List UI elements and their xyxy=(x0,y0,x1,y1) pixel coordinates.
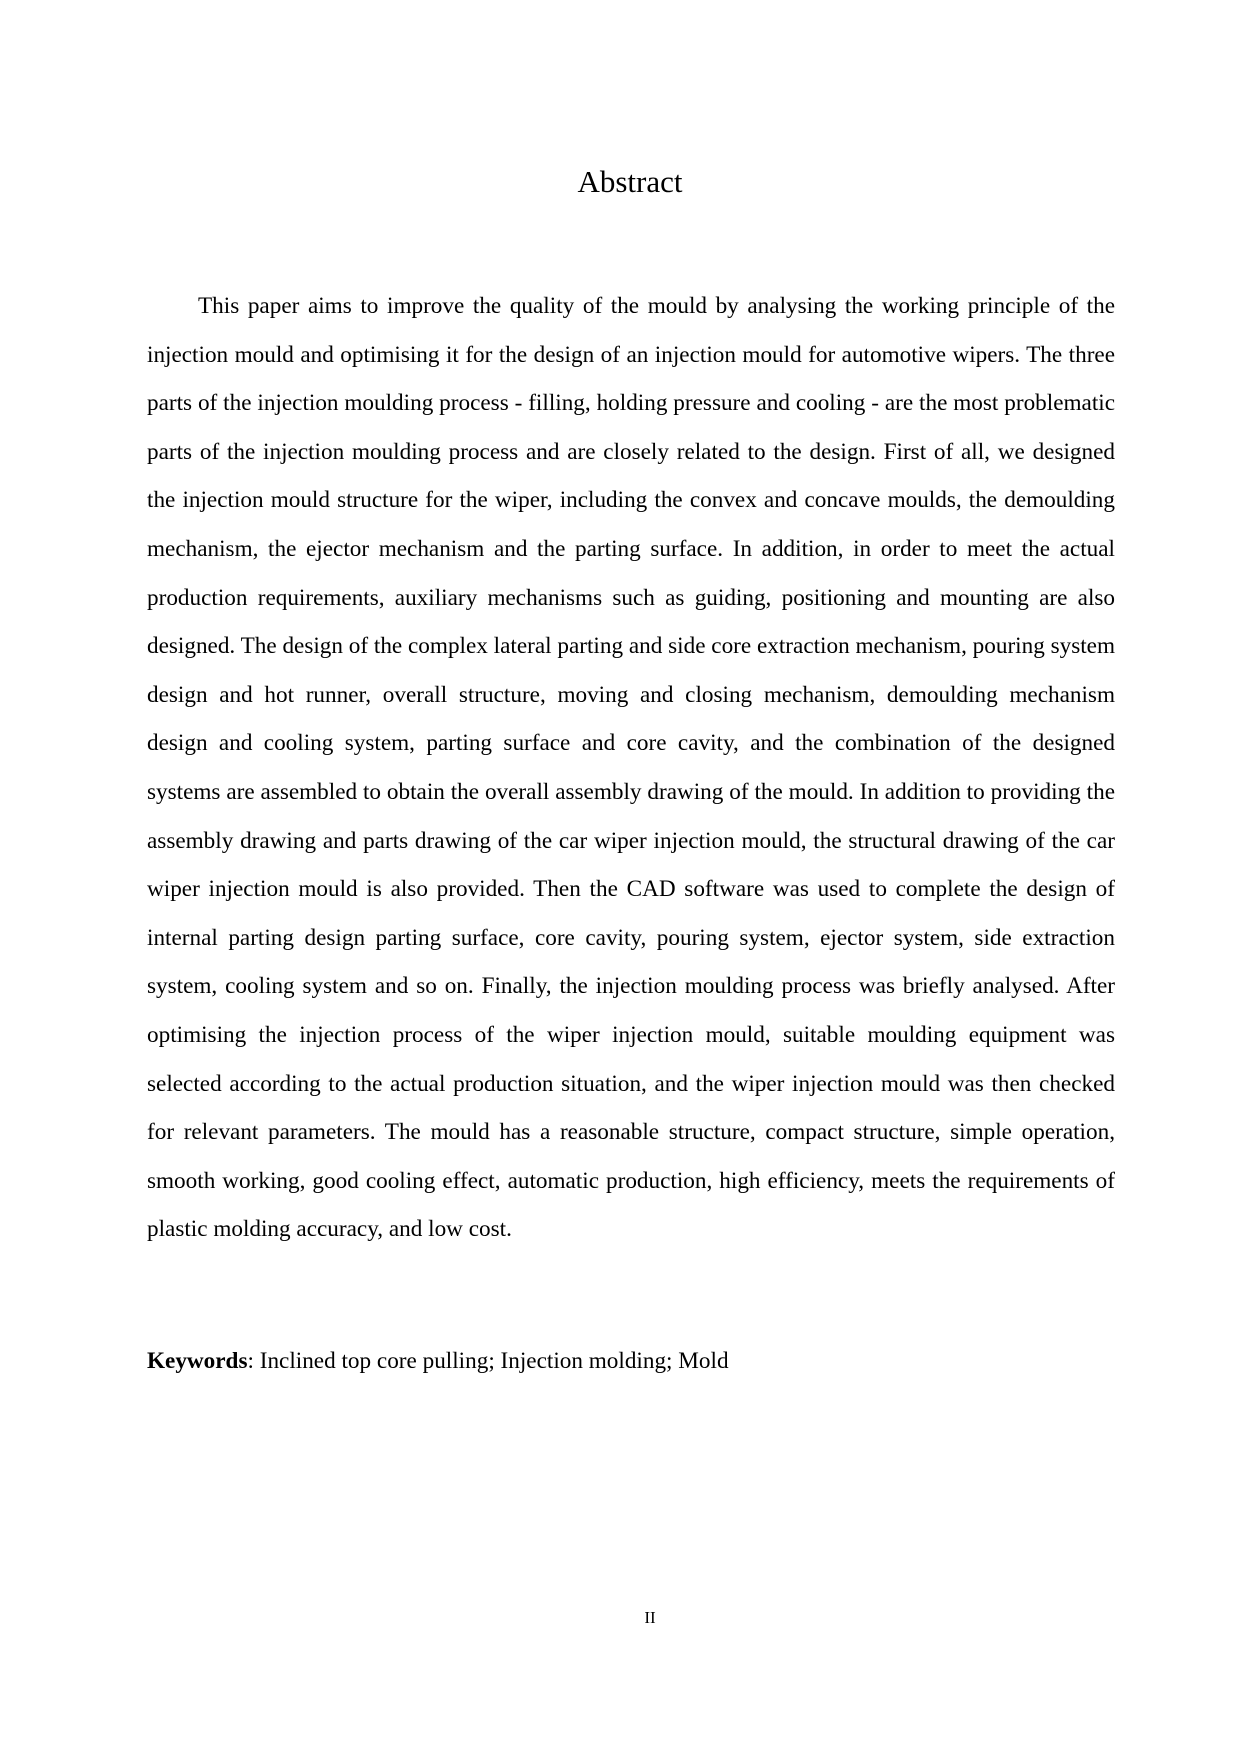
page-title: Abstract xyxy=(577,164,683,199)
abstract-paragraph: This paper aims to improve the quality of the mould by analysing the working principle of the injection mould and optimising it for the design of an injection mould for automotive wipers. The three parts of the injection moulding process - filling, holding pressure and cooling - are the most problematic parts of the injection moulding process and are closely related to the design. First of all, we designed the injection mould structure for the wiper, including the convex and concave moulds, the demoulding mechanism, the ejector mechanism and the parting surface. In addition, in order to meet the actual production requirements, auxiliary mechanisms such as guiding, positioning and mounting are also designed. The design of the complex lateral parting and side core extraction mechanism, pouring system design and hot runner, overall structure, moving and closing mechanism, demoulding mechanism design and cooling system, parting surface and core cavity, and the combination of the designed systems are assembled to obtain the overall assembly drawing of the mould. In addition to providing the assembly drawing and parts drawing of the car wiper injection mould, the structural drawing of the car wiper injection mould is also provided. Then the CAD software was used to complete the design of internal parting design parting surface, core cavity, pouring system, ejector system, side extraction system, cooling system and so on. Finally, the injection moulding process was briefly analysed. After optimising the injection process of the wiper injection mould, suitable moulding equipment was selected according to the actual production situation, and the wiper injection mould was then checked for relevant parameters. The mould has a reasonable structure, compact structure, simple operation, smooth working, good cooling effect, automatic production, high efficiency, meets the requirements of plastic molding accuracy, and low cost. xyxy=(147,293,1116,1243)
page-number: II xyxy=(644,1608,656,1627)
keywords-line xyxy=(147,1337,1115,1385)
keywords-text: : Inclined top core pulling; Injection molding; Mold xyxy=(247,1348,729,1374)
keywords-label: Keywords xyxy=(147,1348,248,1374)
